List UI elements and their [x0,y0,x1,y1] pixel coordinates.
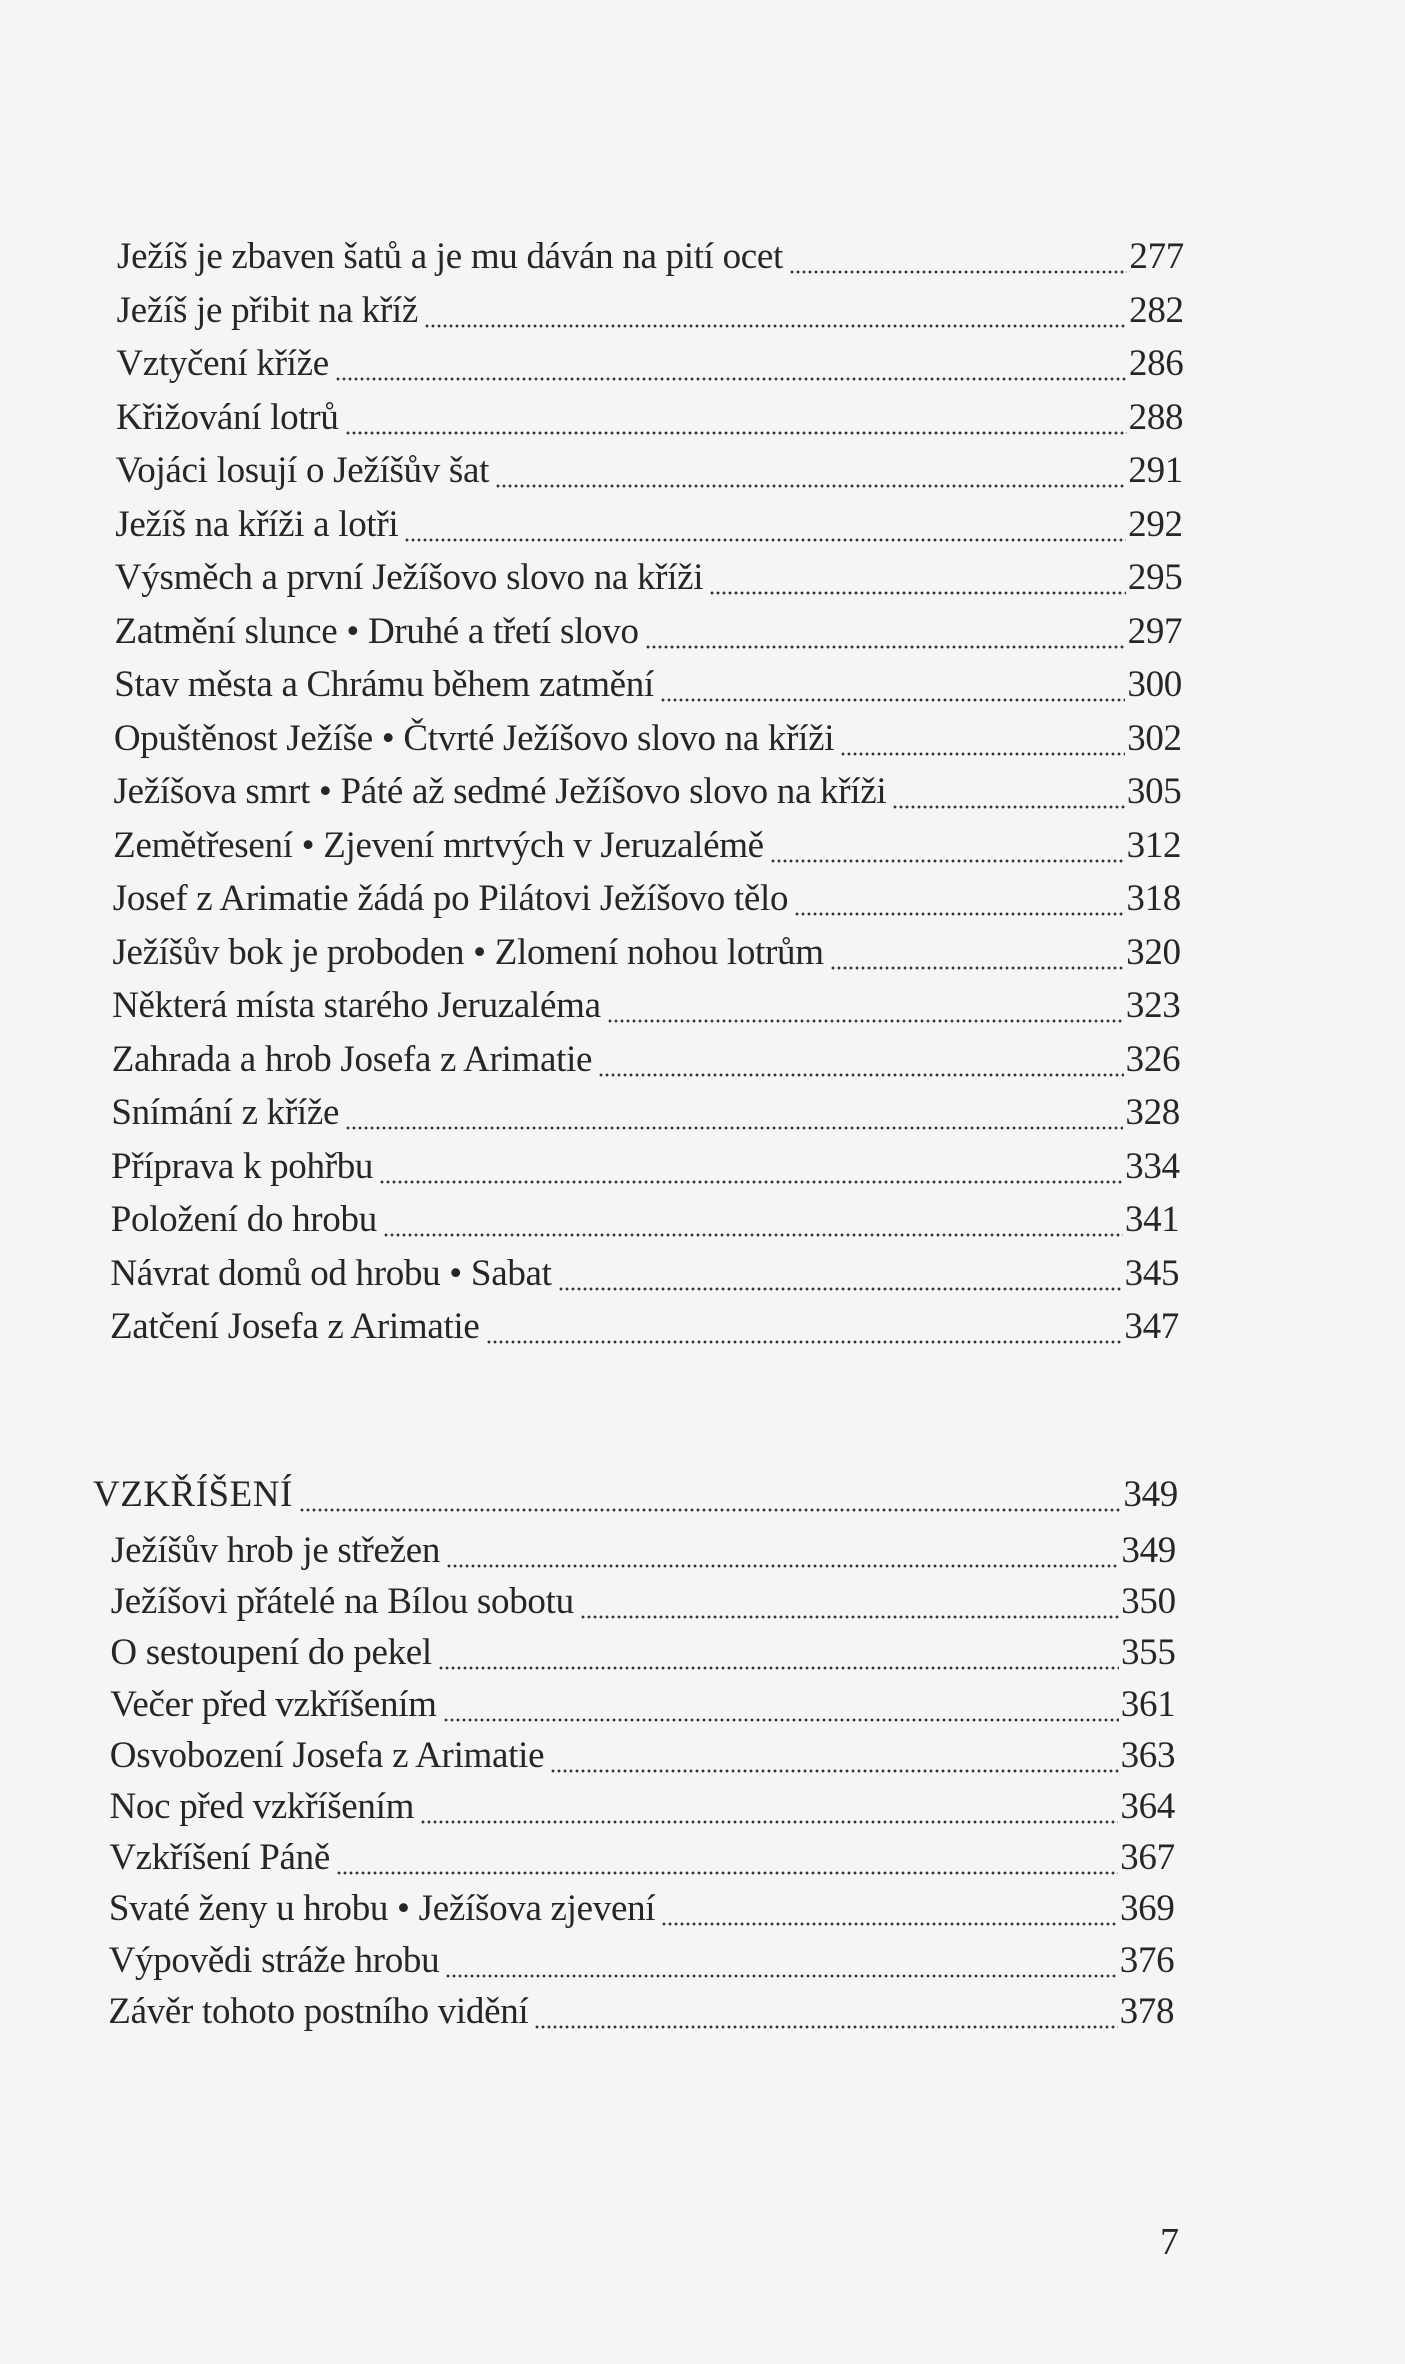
toc-entry-page: 349 [1121,1530,1176,1571]
toc-entry [112,928,1180,978]
dot-leader [580,1577,1119,1627]
toc-entry-title: Příprava k pohřbu [111,1145,374,1187]
dot-leader [830,928,1124,978]
toc-entry-page: 326 [1125,1038,1181,1080]
toc-entry [112,981,1180,1031]
dot-leader [299,1470,1122,1520]
dot-leader [534,1987,1117,2037]
dot-leader [486,1302,1123,1352]
toc-entry-page: 364 [1120,1786,1175,1827]
toc-entry-page: 288 [1128,396,1184,438]
toc-entry-title: Ježíš je zbaven šatů a je mu dáván na pití ocet [117,236,784,277]
dot-leader [550,1731,1118,1781]
dot-leader [420,1782,1118,1832]
toc-entry-title: Josef z Arimatie žádá po Pilátovi Ježíšovo tělo [112,878,789,919]
toc-entry [110,1302,1179,1352]
dot-leader [336,1833,1118,1883]
toc-entry [117,286,1184,336]
dot-leader [660,660,1125,710]
toc-entry-title: Večer před vzkříšením [110,1683,437,1725]
toc-entry [113,821,1181,871]
toc-entry [111,1195,1180,1245]
toc-entry [116,446,1183,496]
toc-entry-title: Zahrada a hrob Josefa z Arimatie [111,1038,593,1080]
dot-leader [345,1088,1123,1138]
toc-entry-page: 334 [1125,1145,1180,1187]
toc-entry [115,607,1183,657]
toc-entry-title: Snímání z kříže [111,1092,340,1133]
toc-entry [115,500,1183,550]
toc-entry [113,874,1181,924]
toc-entry [116,339,1183,389]
toc-entry [112,1035,1181,1085]
toc-entry-title: VZKŘÍŠENÍ [93,1474,293,1515]
dot-leader [645,607,1126,657]
toc-entry-page: 350 [1121,1581,1176,1623]
toc-entry-page: 318 [1126,878,1181,919]
toc-entry-page: 369 [1119,1888,1175,1930]
toc-entry-title: Výsměch a první Ježíšovo slovo na kříži [114,557,704,598]
toc-entry-title: Návrat domů od hrobu • Sabat [110,1252,552,1294]
toc-entry-page: 367 [1120,1837,1175,1879]
dot-leader [383,1195,1123,1245]
toc-entry-page: 320 [1126,931,1181,973]
dot-leader [598,1035,1123,1085]
toc-entry-title: Položení do hrobu [110,1199,377,1240]
toc-entry [111,1142,1180,1192]
dot-leader [438,1628,1119,1678]
toc-entry-title: Zatčení Josefa z Arimatie [110,1306,480,1347]
toc-entry-title: Některá místa starého Jeruzaléma [112,985,601,1026]
toc-entry-page: 292 [1128,503,1183,545]
dot-leader [661,1884,1118,1934]
toc-entry-title: Vztyčení kříže [116,343,329,384]
page-number: 7 [1160,2221,1179,2263]
toc-entry-page: 323 [1125,985,1181,1026]
toc-entry-page: 361 [1120,1683,1176,1725]
dot-leader [445,1936,1117,1986]
toc-entry [110,1628,1175,1678]
toc-entry-page: 376 [1119,1939,1175,1981]
toc-entry-title: Ježíš je přibit na kříž [116,289,418,331]
toc-entry [114,660,1182,710]
dot-leader [558,1249,1123,1299]
dot-leader [345,393,1127,443]
toc-entry [115,553,1183,603]
toc-entry-title: Osvobození Josefa z Arimatie [109,1734,545,1776]
dot-leader [495,446,1126,496]
dot-leader [404,500,1126,550]
toc-entry-page: 282 [1129,289,1184,331]
toc-entry-title: Ježíšovi přátelé na Bílou sobotu [110,1581,574,1623]
toc-entry-title: Ježíšova smrt • Páté až sedmé Ježíšovo slovo na kříži [113,771,887,812]
toc-entry [110,1731,1175,1781]
toc-entry-title: Výpovědi stráže hrobu [108,1939,440,1981]
toc-entry-page: 355 [1120,1632,1176,1674]
dot-leader [379,1142,1123,1192]
toc-entry-page: 291 [1128,450,1183,491]
toc-entry [111,1088,1180,1138]
toc-entry-title: Opuštěnost Ježíše • Čtvrté Ježíšovo slovo na kříži [113,717,835,759]
toc-entry-title: Ježíšův hrob je střežen [111,1530,441,1571]
toc-entry-title: Vojáci losují o Ježíšův šat [115,450,490,491]
toc-entry-page: 347 [1124,1306,1179,1347]
toc-entry [110,1249,1179,1299]
toc-entry [110,1680,1175,1730]
toc-entry-title: Křižování lotrů [115,396,339,438]
toc-entry [109,1884,1175,1934]
toc-entry-title: Noc před vzkříšením [109,1786,415,1827]
dot-leader [446,1526,1119,1576]
toc-entry-page: 277 [1129,236,1184,277]
toc-entry-page: 345 [1124,1252,1180,1294]
toc-entry-page: 297 [1127,610,1183,652]
toc-entry [114,767,1182,817]
toc-entry-page: 341 [1124,1199,1180,1240]
toc-entry-page: 295 [1127,557,1183,598]
toc-entry-title: Svaté ženy u hrobu • Ježíšova zjevení [108,1888,656,1930]
toc-entry [109,1833,1175,1883]
toc-entry-title: Ježíš na kříži a lotři [115,503,399,545]
dot-leader [770,821,1125,871]
toc-section-heading [93,1470,1178,1520]
toc-entry [109,1936,1175,1986]
dot-leader [607,981,1124,1031]
toc-entry [114,714,1182,764]
dot-leader [443,1680,1119,1730]
toc-entry-page: 312 [1126,824,1182,866]
toc-entry-page: 302 [1127,717,1182,759]
toc-entry-title: Zatmění slunce • Druhé a třetí slovo [114,610,639,652]
dot-leader [892,767,1125,817]
toc-entry-title: O sestoupení do pekel [110,1632,432,1674]
dot-leader [794,874,1124,924]
toc-entry [117,232,1184,282]
toc-entry-title: Závěr tohoto postního vidění [108,1990,529,2032]
dot-leader [424,286,1127,336]
toc-entry-page: 363 [1120,1734,1176,1776]
toc-entry-page: 378 [1119,1990,1175,2032]
toc-entry-page: 286 [1128,343,1184,384]
toc-entry [111,1526,1176,1576]
toc-entry-title: Stav města a Chrámu během zatmění [114,664,654,705]
toc-entry-page: 328 [1125,1092,1180,1133]
toc-entry-title: Vzkříšení Páně [109,1837,331,1879]
toc-entry-page: 300 [1127,664,1182,705]
toc-entry [108,1987,1174,2037]
toc-entry-page: 349 [1123,1474,1178,1515]
toc-entry-title: Ježíšův bok je proboden • Zlomení nohou lotrům [112,931,824,973]
toc-entry [116,393,1183,443]
dot-leader [335,339,1127,389]
toc-entry-page: 305 [1126,771,1182,812]
dot-leader [840,714,1125,764]
toc-entry [111,1577,1176,1627]
dot-leader [709,553,1126,603]
toc-entry [110,1782,1176,1832]
toc-entry-title: Zemětřesení • Zjevení mrtvých v Jeruzalémě [113,824,764,866]
dot-leader [789,232,1127,282]
